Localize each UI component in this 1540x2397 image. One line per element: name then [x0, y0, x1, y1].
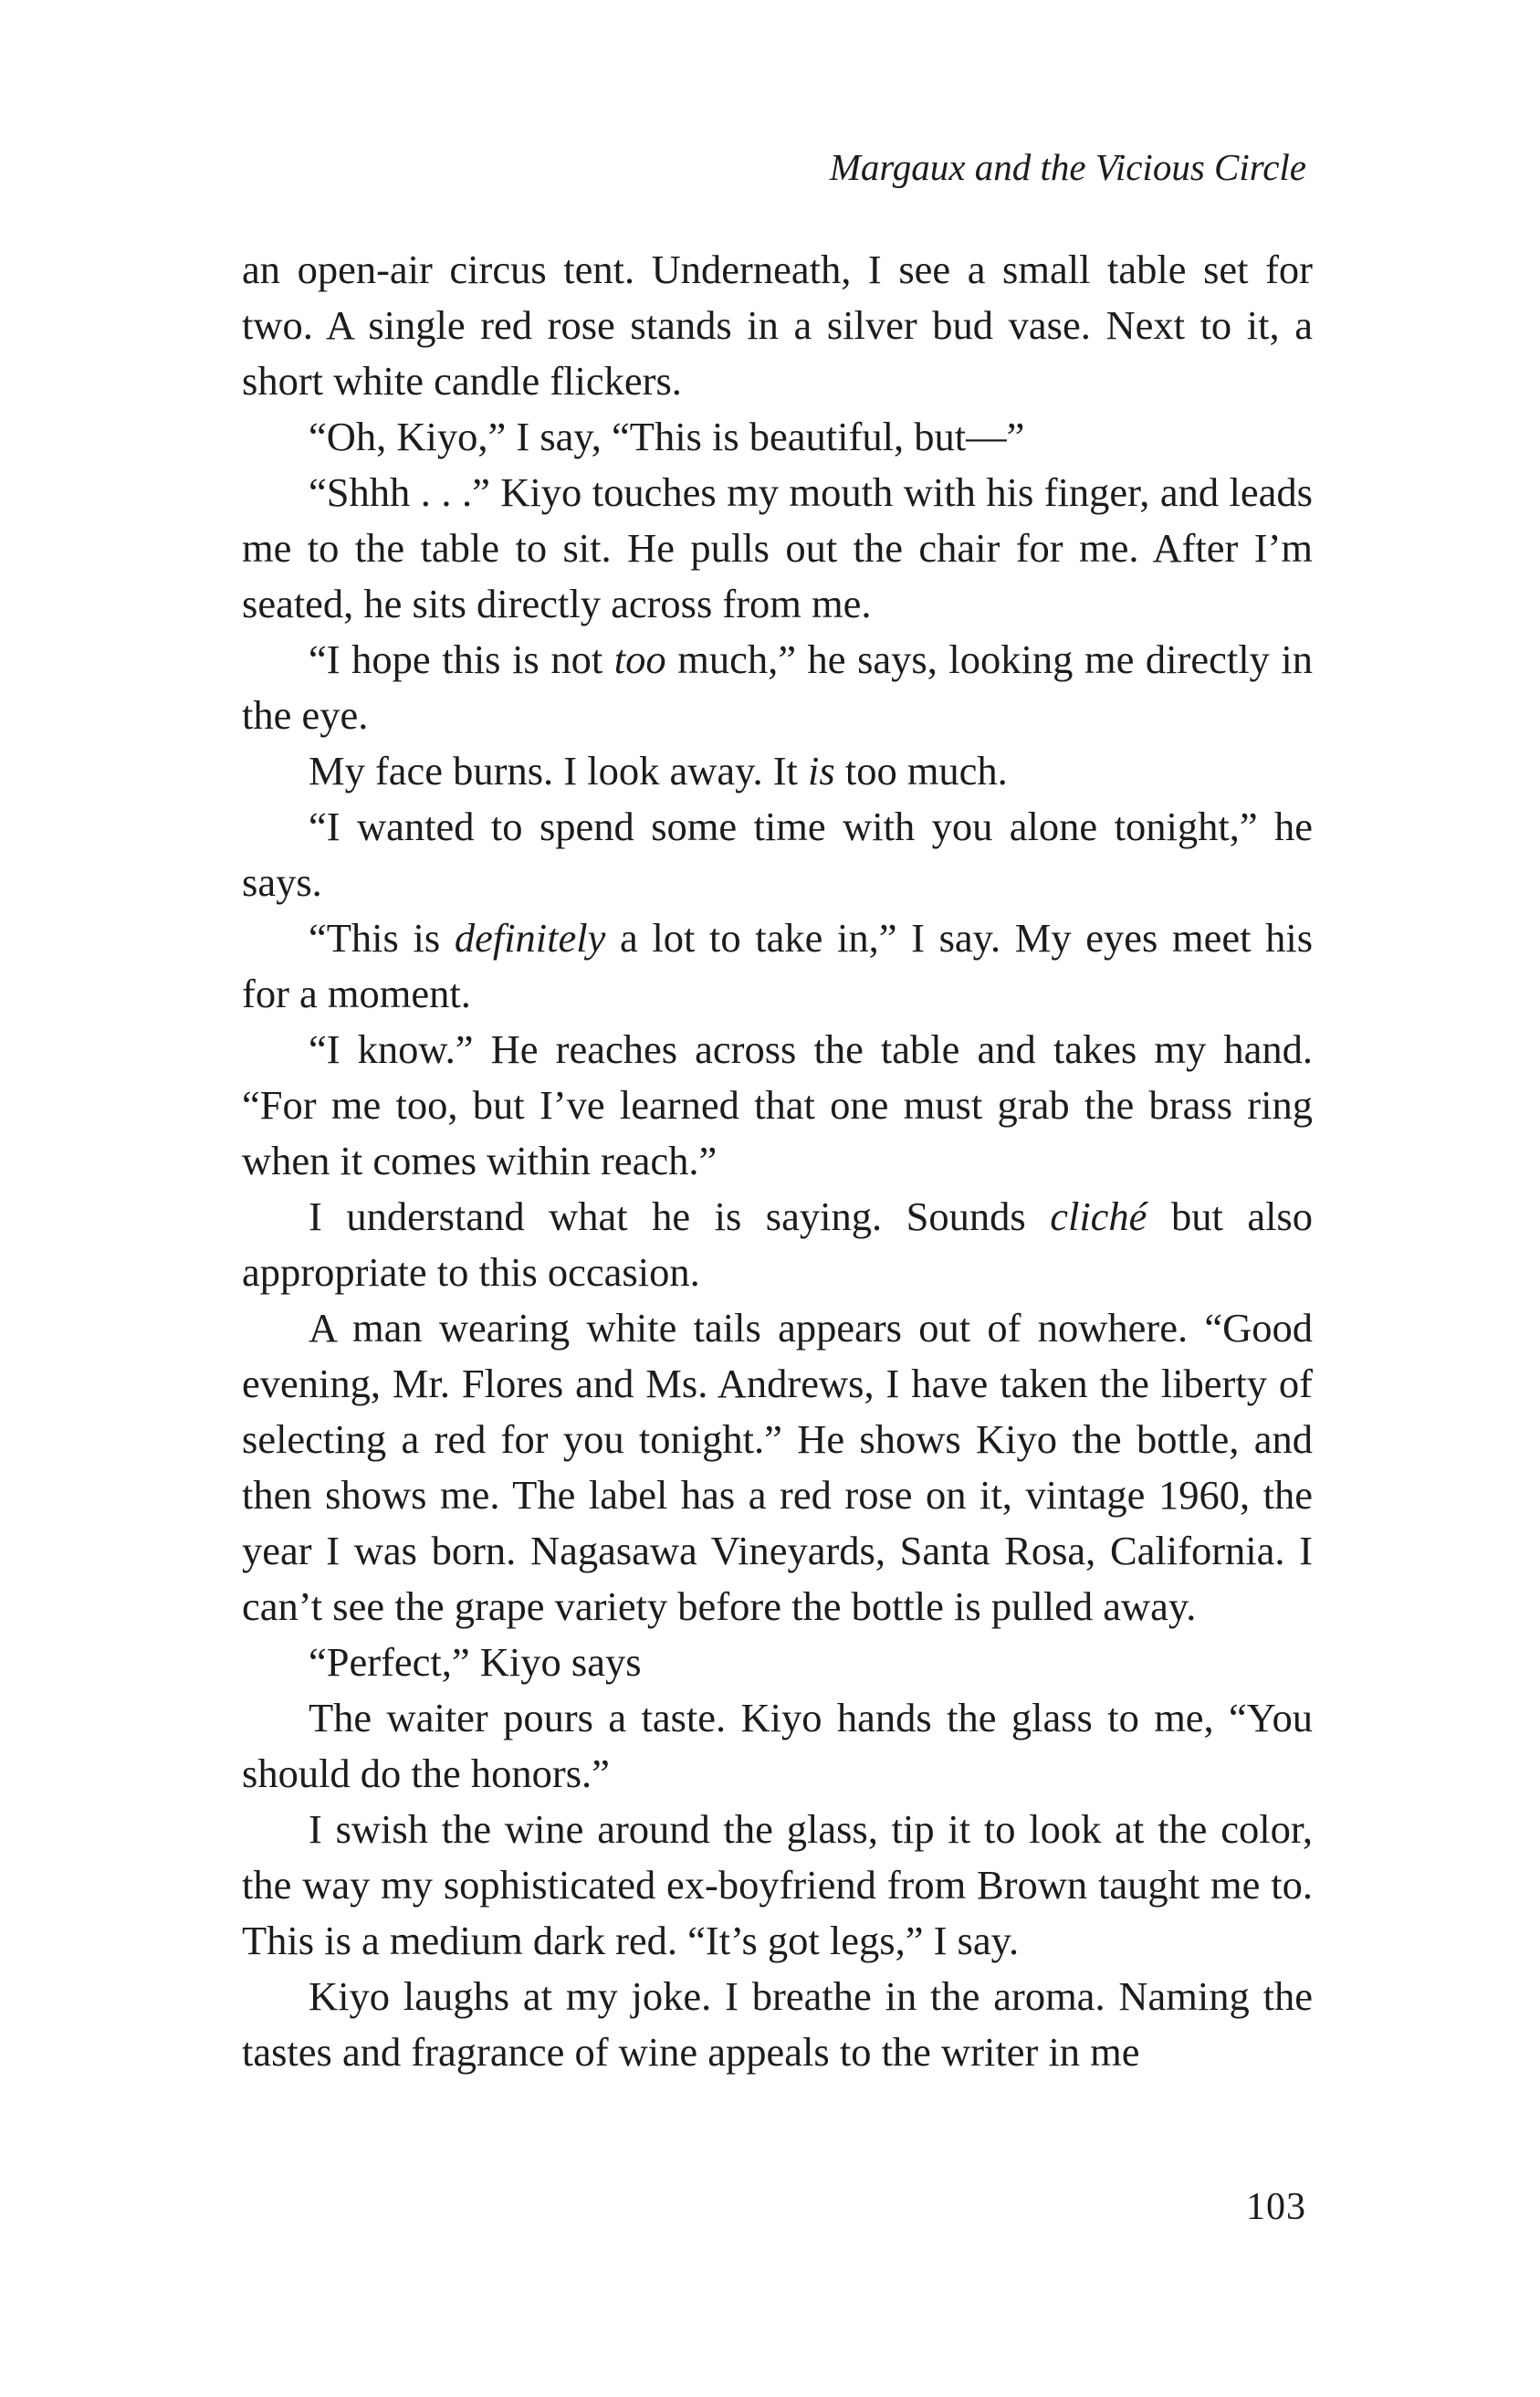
text-run: “I know.” He reaches across the table and takes my hand. “For me too, but I’ve learned that one must grab the brass ring when it comes within reach.”	[242, 1026, 1313, 1183]
text-run: “Perfect,” Kiyo says	[309, 1639, 642, 1685]
text-run: an open-air circus tent. Underneath, I see a small table set for two. A single red rose stands in a silver bud vase. Next to it, a short white candle flickers.	[242, 247, 1313, 404]
text-run: I understand what he is saying. Sounds	[309, 1193, 1051, 1239]
text-run: much,” he says, looking me directly in the eye.	[242, 636, 1313, 738]
paragraph	[242, 1690, 1313, 1802]
text-run: “I hope this is not	[309, 636, 614, 682]
text-run: “Shhh . . .” Kiyo touches my mouth with his finger, and leads me to the table to sit. He pulls out the chair for me. After I’m seated, he sits directly across from me.	[242, 469, 1313, 626]
text-run: My face burns. I look away. It	[309, 748, 809, 794]
body-text	[242, 242, 1313, 2080]
italic-text: definitely	[454, 915, 606, 961]
paragraph	[242, 409, 1313, 465]
paragraph	[242, 1022, 1313, 1189]
text-run: too much.	[834, 748, 1008, 794]
text-run: A man wearing white tails appears out of nowhere. “Good evening, Mr. Flores and Ms. Andrews, I have taken the liberty of selecting a red for you tonight.” He shows Kiyo the bottle, and then shows me. The label has a red rose on it, vintage 1960, the year I was born. Nagasawa Vineyards, Santa Rosa, California. I can’t see the grape variety before the bottle is pulled away.	[242, 1305, 1313, 1629]
italic-text: cliché	[1050, 1193, 1147, 1239]
text-run: “This is	[309, 915, 455, 961]
paragraph	[242, 910, 1313, 1022]
running-head-title: Margaux and the Vicious Circle	[829, 146, 1306, 188]
paragraph	[242, 1635, 1313, 1690]
paragraph	[242, 743, 1313, 799]
paragraph	[242, 1189, 1313, 1300]
paragraph	[242, 1300, 1313, 1635]
paragraph	[242, 242, 1313, 409]
paragraph	[242, 799, 1313, 910]
text-run: “I wanted to spend some time with you alone tonight,” he says.	[242, 804, 1313, 905]
page-number: 103	[1246, 2186, 1306, 2228]
text-run: I swish the wine around the glass, tip it to look at the color, the way my sophisticated ex-boyfriend from Brown taught me to. This is a medium dark red. “It’s got legs,” I say.	[242, 1806, 1313, 1963]
text-run: but also appropriate to this occasion.	[242, 1193, 1314, 1295]
italic-text: is	[808, 748, 835, 794]
text-run: “Oh, Kiyo,” I say, “This is beautiful, but—”	[309, 414, 1025, 459]
text-run: The waiter pours a taste. Kiyo hands the glass to me, “You should do the honors.”	[242, 1695, 1313, 1796]
paragraph	[242, 632, 1313, 743]
italic-text: too	[613, 636, 666, 682]
text-run: a lot to take in,” I say. My eyes meet his for a moment.	[242, 915, 1314, 1016]
text-run: Kiyo laughs at my joke. I breathe in the aroma. Naming the tastes and fragrance of wine appeals to the writer in me	[242, 1973, 1313, 2075]
paragraph	[242, 1802, 1313, 1969]
paragraph	[242, 1969, 1313, 2080]
paragraph	[242, 465, 1313, 632]
